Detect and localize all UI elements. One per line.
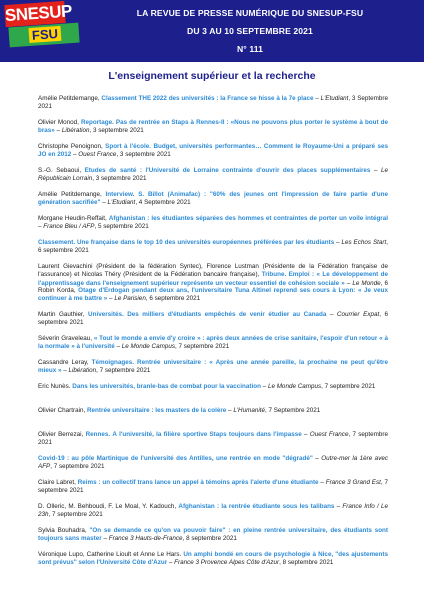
article-author: Martin Gauthier, <box>38 311 85 318</box>
article-date: , 3 Septembre 2021 <box>38 95 388 111</box>
article-date: , 3 septembre 2021 <box>92 175 147 183</box>
article-date: , 8 septembre 2021 <box>182 535 237 543</box>
article-entry: Robin Korda, Otage d'Erdogan pendant deux ans, l'universitaire Tuna Altinel reprend ses cours à Lyon: « Je veux continuer à me battre » – Le Parisien, 6 septembre 2021 <box>38 287 388 303</box>
article-source: Le Monde <box>352 279 381 287</box>
article-entry: Olivier Monod, Reportage. Pas de rentrée en Staps à Rennes-II : «Nous ne pouvons plus porter le système à bout de bras» – Libération, 3 septembre 2021 <box>38 119 388 135</box>
article-source: Courrier Expat <box>336 311 380 318</box>
issue-number: N° 111 <box>236 44 264 54</box>
article-source: L'Humanité <box>233 407 265 414</box>
article-title-link[interactable]: Dans les universités, branle-bas de combat pour la vaccination <box>72 383 261 390</box>
article-date: , 7 septembre 2021 <box>38 479 388 495</box>
article-entry: D. Olleric, M. Behboudi, F. Le Moal, Y. Kadouch, Afghanistan : la rentrée étudiante sous les talibans – France Info / Le 23h, 7 septembre 2021 <box>38 503 388 519</box>
article-title-link[interactable]: Classement. Une française dans le top 10 des universités européennes préférées par les étudiants <box>38 239 335 246</box>
article-date: , 6 septembre 2021 <box>145 295 201 303</box>
article-entry: Séverin Graveleau, « Tout le monde a envie d'y croire » : après deux années de crise sanitaire, l'espoir d'un retour « à la normale » à l'université – Le Monde Campus, 7 septembre 2021 <box>38 335 388 351</box>
article-author: Morgane Heudin-Reffait, <box>38 215 107 222</box>
article-entry: Covid-19 : au pôle Martinique de l'université des Antilles, une rentrée en mode "dégradé" – Outre-mer la 1ère avec AFP, 7 septembre 2021 <box>38 455 388 471</box>
logo-top: SNESUP <box>4 1 73 26</box>
article-date: , 8 septembre 2021 <box>279 559 334 567</box>
article-title-link[interactable]: Interview. S. Billot (Animafac) : "60% des jeunes ont l'impression de faire partie d'une génération sacrifiée" <box>38 191 388 207</box>
article-entry: Classement. Une française dans le top 10 des universités européennes préférées par les étudiants – Les Echos Start, 6 septembre 2021 <box>38 239 388 255</box>
review-title: LA REVUE DE PRESSE NUMÉRIQUE DU SNESUP-FSU <box>136 8 364 18</box>
article-date: , 6 septembre 2021 <box>38 311 388 327</box>
article-entry: Amélie Petitdemange, Classement THE 2022 des universités : la France se hisse à la 7e place – L'Etudiant, 3 Septembre 2021 <box>38 95 388 111</box>
article-author: Olivier Berrezai, <box>38 431 84 438</box>
article-author: Véronique Lupo, Catherine Lioult et Anne Le Hars. <box>38 551 182 558</box>
article-author: Christophe Penoignon, <box>38 143 103 150</box>
article-title-link[interactable]: Universités. Des milliers d'étudiants empêchés de venir étudier au Canada <box>88 311 327 318</box>
article-source: L'Etudiant <box>320 95 349 102</box>
article-source: Le Monde Campus <box>267 383 322 390</box>
article-author: S.-G. Sebaoui, <box>38 167 82 174</box>
article-entry: Eric Nunès. Dans les universités, branle-bas de combat pour la vaccination – Le Monde Campus, 7 septembre 2021 <box>38 383 376 390</box>
article-source: L'Etudiant <box>107 199 136 207</box>
article-source: France Info / Le 23h <box>38 503 388 519</box>
article-title-link[interactable]: Témoignages. Rentrée universitaire : « Après une année pareille, la prochaine ne peut qu'être mieux » <box>38 359 388 375</box>
article-author: Olivier Chartrain, <box>38 407 86 414</box>
article-author: Séverin Graveleau, <box>38 335 92 342</box>
header-banner <box>0 0 424 62</box>
article-source: Ouest France <box>78 151 117 159</box>
article-title-link[interactable]: Reportage. Pas de rentrée en Staps à Rennes-II : «Nous ne pouvons plus porter le système à bout de bras» <box>38 119 388 135</box>
article-title-link[interactable]: Études de santé : l'Université de Lorraine contrainte d'ouvrir des places supplémentaires <box>84 167 371 174</box>
article-entry: Véronique Lupo, Catherine Lioult et Anne Le Hars. Un amphi bondé en cours de psychologie à Nice, "des ajustements sont prévus" selon l'Université Côte d'Azur – France 3 Provence Alpes Côte d'Azur, 8 septembre 2021 <box>38 551 388 567</box>
article-author: Amélie Petitdemange, <box>38 95 100 102</box>
article-date: , 5 septembre 2021 <box>94 223 149 231</box>
logo-bottom-text: FSU <box>28 26 61 43</box>
article-title-link[interactable]: Rentrée universitaire : les masters de la colère <box>87 407 227 414</box>
article-author: D. Olleric, M. Behboudi, F. Le Moal, Y. Kadouch, <box>38 503 177 510</box>
article-author: Laurent Gievachini (Président de la fédération Syntec), Florence Lustman (Présidente de la Fédération française de l'assurance) et Nicolas Théry (Président de la Fédération bancaire française), <box>38 263 388 279</box>
article-source: Outre-mer la 1ère avec AFP <box>38 455 388 471</box>
article-source: France 3 Provence Alpes Côte d'Azur <box>174 559 280 567</box>
article-date: , 4 Septembre 2021 <box>135 199 191 207</box>
article-title-link[interactable]: Rennes. À l'université, la filière sportive Staps toujours dans l'impasse <box>85 431 302 438</box>
article-title-link[interactable]: Sport à l'école. Budget, universités performantes… Comment le Royaume-Uni a préparé ses JO en 2012 <box>38 143 388 159</box>
article-title-link[interactable]: Classement THE 2022 des universités : la France se hisse à la 7e place <box>101 95 314 102</box>
article-date: , 3 septembre 2021 <box>89 127 144 135</box>
article-title-link[interactable]: Reims : un collectif trans lance un appel à témoins après l'alerte d'une étudiante <box>77 479 319 486</box>
article-title-link[interactable]: "On se demande ce qu'on va pouvoir faire" : en pleine rentrée universitaire, des étudiants sont toujours sans master <box>38 527 388 543</box>
article-date: , 7 septembre 2021 <box>48 511 103 519</box>
article-source: Ouest France <box>309 431 349 438</box>
article-title-link[interactable]: Afghanistan : les étudiantes séparées des hommes et contraintes de porter un voile intégral <box>108 215 388 222</box>
article-author: Claire Labret, <box>38 479 76 486</box>
article-list <box>38 95 388 575</box>
article-date: , 7 Septembre 2021 <box>264 407 321 414</box>
article-date: , 3 septembre 2021 <box>116 151 171 159</box>
article-date: , 6 <box>380 279 388 287</box>
section-title: L'enseignement supérieur et la recherche <box>108 70 316 82</box>
article-entry: Olivier Berrezai, Rennes. À l'université, la filière sportive Staps toujours dans l'impasse – Ouest France, 7 septembre 2021 <box>38 431 388 447</box>
article-title-link[interactable]: Otage d'Erdogan pendant deux ans, l'universitaire Tuna Altinel reprend ses cours à Lyon: « Je veux continuer à me battre » <box>38 287 388 303</box>
article-entry: Morgane Heudin-Reffait, Afghanistan : les étudiantes séparées des hommes et contraintes de porter un voile intégral – France Bleu / AFP, 5 septembre 2021 <box>38 215 388 231</box>
review-dates: DU 3 AU 10 SEPTEMBRE 2021 <box>187 26 313 36</box>
article-entry: S.-G. Sebaoui, Études de santé : l'Université de Lorraine contrainte d'ouvrir des places supplémentaires – Le Républicain Lorrain, 3 septembre 2021 <box>38 167 388 183</box>
article-source: Le Monde Campus <box>121 343 175 351</box>
article-author: Olivier Monod, <box>38 119 79 126</box>
article-entry: Sylvia Bouhadra, "On se demande ce qu'on va pouvoir faire" : en pleine rentrée universitaire, des étudiants sont toujours sans master – France 3 Hauts-de-France, 8 septembre 2021 <box>38 527 388 543</box>
article-title-link[interactable]: Tribune. Emploi : « Le développement de l'apprentissage dans l'enseignement supérieur représente un vecteur essentiel de cohésion sociale » <box>38 271 388 287</box>
article-date: , 7 septembre 2021 <box>174 343 230 351</box>
article-date: , 7 septembre 2021 <box>96 367 151 375</box>
article-entry: Christophe Penoignon, Sport à l'école. Budget, universités performantes… Comment le Royaume-Uni a préparé ses JO en 2012 – Ouest France, 3 septembre 2021 <box>38 143 388 159</box>
snesup-fsu-logo <box>5 3 83 47</box>
article-author: Robin Korda, <box>38 287 76 294</box>
article-date: , 6 septembre 2021 <box>38 239 388 255</box>
article-source: Libération <box>61 127 90 135</box>
article-source: Libération <box>68 367 97 375</box>
article-entry: Laurent Gievachini (Président de la fédération Syntec), Florence Lustman (Présidente de la Fédération française de l'assurance) et Nicolas Théry (Président de la Fédération bancaire française), Tribune. Emploi : « Le développement de l'apprentissage dans l'enseignement supérieur représente un vecteur essentiel de cohésion sociale » – Le Monde, 6 <box>38 263 388 287</box>
article-source: France 3 Grand Est <box>325 479 381 486</box>
article-author: Eric Nunès. <box>38 383 71 390</box>
article-entry: Amélie Petitdemange, Interview. S. Billot (Animafac) : "60% des jeunes ont l'impression de faire partie d'une génération sacrifiée" – L'Etudiant, 4 Septembre 2021 <box>38 191 388 207</box>
article-source: France Bleu / AFP <box>43 223 95 231</box>
article-author: Amélie Petitdemange, <box>38 191 102 198</box>
article-title-link[interactable]: « Tout le monde a envie d'y croire » : après deux années de crise sanitaire, l'espoir d'un retour « à la normale » à l'université <box>38 335 388 351</box>
article-source: Les Echos Start <box>341 239 387 246</box>
article-source: France 3 Hauts-de-France <box>108 535 183 543</box>
article-title-link[interactable]: Afghanistan : la rentrée étudiante sous les talibans <box>178 503 335 510</box>
article-source: Le Parisien <box>114 295 146 303</box>
article-author: Sylvia Bouhadra, <box>38 527 87 534</box>
article-entry: Claire Labret, Reims : un collectif trans lance un appel à témoins après l'alerte d'une étudiante – France 3 Grand Est, 7 septembre 2021 <box>38 479 388 495</box>
article-date: , 7 septembre 2021 <box>38 431 388 447</box>
article-date: , 7 septembre 2021 <box>321 383 376 390</box>
article-entry: Martin Gauthier, Universités. Des milliers d'étudiants empêchés de venir étudier au Canada – Courrier Expat, 6 septembre 2021 <box>38 311 388 327</box>
article-entry: Cassandre Leray, Témoignages. Rentrée universitaire : « Après une année pareille, la prochaine ne peut qu'être mieux » – Libération, 7 septembre 2021 <box>38 359 388 375</box>
article-author: Cassandre Leray, <box>38 359 89 366</box>
article-title-link[interactable]: Un amphi bondé en cours de psychologie à Nice, "des ajustements sont prévus" selon l'Université Côte d'Azur <box>38 551 388 567</box>
article-entry: Olivier Chartrain, Rentrée universitaire : les masters de la colère – L'Humanité, 7 Septembre 2021 <box>38 407 321 414</box>
article-date: , 7 septembre 2021 <box>50 463 105 471</box>
logo-bottom <box>8 23 79 48</box>
article-source: Le Républicain Lorrain <box>38 167 388 183</box>
article-title-link[interactable]: Covid-19 : au pôle Martinique de l'université des Antilles, une rentrée en mode "dégradé" <box>38 455 313 462</box>
